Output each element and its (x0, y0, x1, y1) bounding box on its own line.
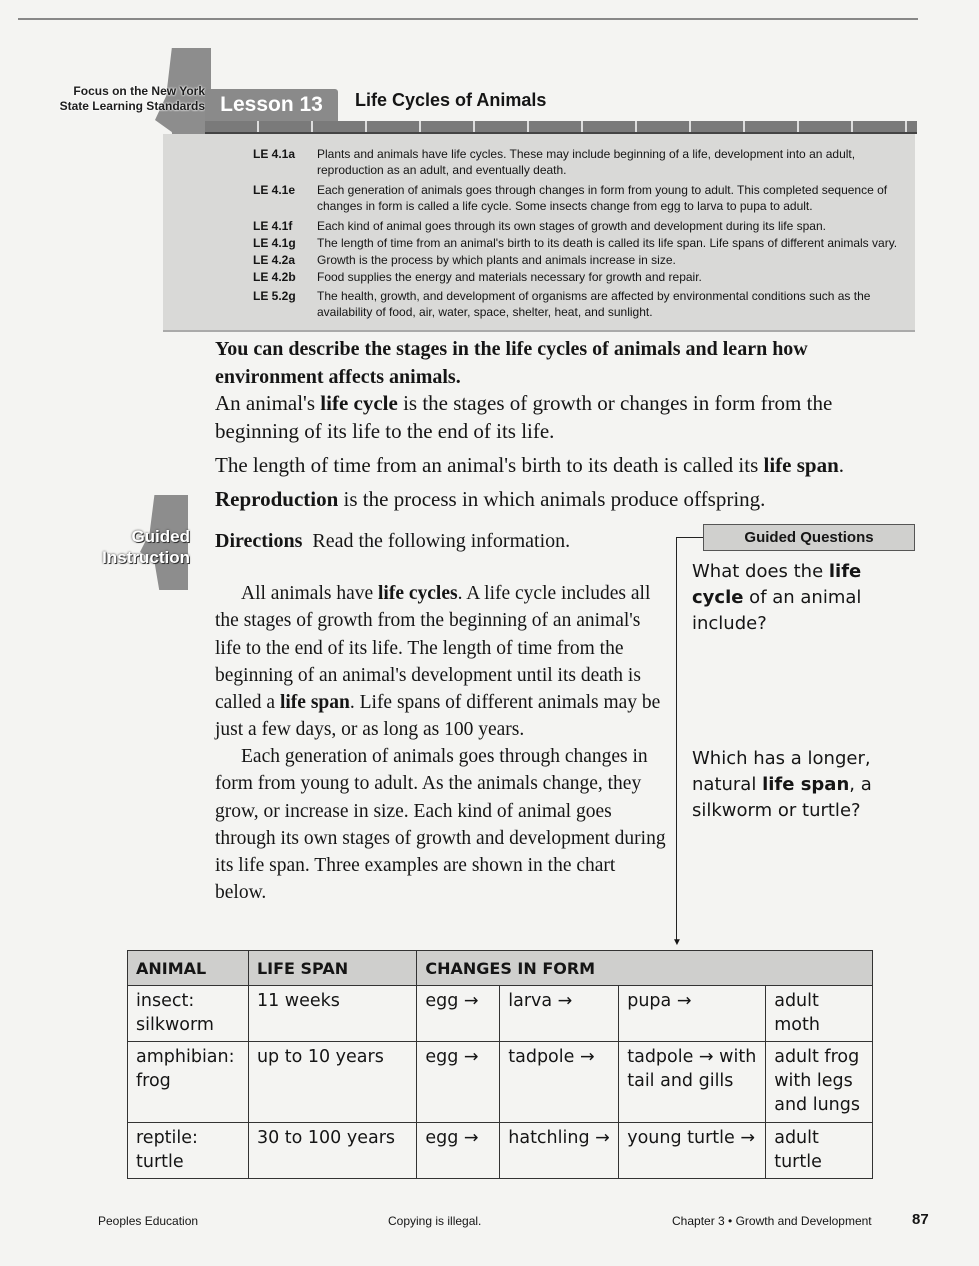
guided-question-1: What does the life cycle of an animal include? (692, 561, 862, 634)
standard-code: LE 5.2g (253, 289, 296, 303)
standard-code: LE 4.1g (253, 236, 296, 250)
table-row (128, 1042, 873, 1123)
cell-stage: larva → (500, 986, 619, 1042)
term-life-cycle: life cycle (320, 391, 398, 415)
cell-stage: egg → (417, 1042, 500, 1123)
header-animal: ANIMAL (128, 951, 249, 986)
cell-life-span: 11 weeks (248, 986, 416, 1042)
cell-stage: adult moth (766, 986, 873, 1042)
life-cycle-definition: An animal's life cycle is the stages of growth or changes in form from the beginning of its life to the end of its life. (215, 391, 833, 443)
header-changes-in-form: CHANGES IN FORM (417, 951, 873, 986)
connector-line (676, 537, 677, 942)
cell-animal: insect: silkworm (128, 986, 249, 1042)
objective-statement: You can describe the stages in the life cycles of animals and learn how environment affects animals. (215, 338, 808, 388)
cell-stage: egg → (417, 986, 500, 1042)
arrow-down-icon: ▼ (672, 937, 682, 948)
cell-stage: hatchling → (500, 1123, 619, 1179)
footer-chapter: Chapter 3 • Growth and Development (672, 1214, 872, 1228)
passage-paragraph-1: All animals have life cycles. A life cycle includes all the stages of growth from the beginning of an animal's life to the end of its life. The length of time from the beginning of an animal's development until its death is called a life span. Life spans of different animals may be just a few days, or as long as 100 years. (215, 583, 661, 741)
directions-text: Read the following information. (312, 530, 571, 552)
standard-text: Growth is the process by which plants and animals increase in size. (317, 253, 676, 267)
connector-line (676, 537, 703, 538)
guided-questions-header: Guided Questions (703, 524, 915, 551)
standard-code: LE 4.1f (253, 219, 293, 233)
guided-instruction-label: Guided Instruction (102, 527, 190, 567)
directions-label: Directions (215, 530, 303, 552)
cell-stage: young turtle → (619, 1123, 766, 1179)
standard-code: LE 4.2a (253, 253, 296, 267)
standard-text: The length of time from an animal's birth to its death is called its life span. Life spans of different animals vary. (317, 236, 898, 250)
standard-text: Plants and animals have life cycles. These may include beginning of a life, development into an adult, reproduction as an adult, and eventually death. (317, 147, 856, 177)
cell-animal: amphibian: frog (128, 1042, 249, 1123)
header-life-span: LIFE SPAN (248, 951, 416, 986)
cell-life-span: up to 10 years (248, 1042, 416, 1123)
standard-text: Food supplies the energy and materials necessary for growth and repair. (317, 270, 702, 284)
ruler-bar (205, 121, 917, 134)
footer-publisher: Peoples Education (98, 1214, 199, 1228)
page-number: 87 (912, 1211, 929, 1228)
standard-text: Each kind of animal goes through its own stages of growth and development during its life span. (317, 219, 826, 233)
standard-code: LE 4.2b (253, 270, 296, 284)
life-cycle-table (127, 950, 873, 1179)
standard-text: The health, growth, and development of organisms are affected by environmental conditions such as the availability of food, air, water, space, shelter, heat, and sunlight. (317, 289, 871, 319)
passage-paragraph-2: Each generation of animals goes through changes in form from young to adult. As the animals change, they grow, or increase in size. Each kind of animal goes through its own stages of growth and development during its life span. Three examples are shown in the chart below. (215, 746, 666, 904)
cell-stage: tadpole → with tail and gills (619, 1042, 766, 1123)
cell-stage: adult frog with legs and lungs (766, 1042, 873, 1123)
cell-life-span: 30 to 100 years (248, 1123, 416, 1179)
reproduction-definition: Reproduction is the process in which animals produce offspring. (215, 487, 766, 511)
life-span-definition: The length of time from an animal's birth to its death is called its life span. (215, 453, 845, 477)
footer-copyright: Copying is illegal. (388, 1214, 482, 1228)
standard-code: LE 4.1a (253, 147, 296, 161)
standard-code: LE 4.1e (253, 183, 296, 197)
guided-question-2: Which has a longer, natural life span, a silkworm or turtle? (692, 748, 872, 821)
table-row (128, 1123, 873, 1179)
cell-stage: egg → (417, 1123, 500, 1179)
cell-stage: tadpole → (500, 1042, 619, 1123)
focus-standards-label: Focus on the New York State Learning Standards (59, 84, 205, 113)
cell-stage: adult turtle (766, 1123, 873, 1179)
table-header-row (128, 951, 873, 986)
directions (215, 530, 570, 553)
cell-animal: reptile: turtle (128, 1123, 249, 1179)
top-rule (18, 18, 918, 20)
lesson-badge: Lesson 13 (205, 89, 338, 121)
term-reproduction: Reproduction (215, 487, 339, 511)
cell-stage: pupa → (619, 986, 766, 1042)
term-life-span: life span (763, 453, 839, 477)
table-row (128, 986, 873, 1042)
standard-text: Each generation of animals goes through changes in form from young to adult. This completed sequence of changes in form is called a life cycle. Some insects change from egg to larva to pupa to adult. (317, 183, 888, 213)
lesson-title: Life Cycles of Animals (355, 90, 547, 110)
